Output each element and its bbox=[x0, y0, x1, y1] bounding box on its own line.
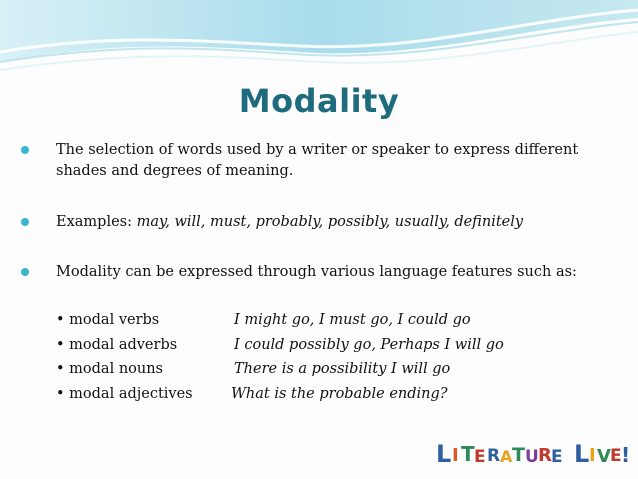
bullet-dot-icon bbox=[21, 146, 29, 154]
feature-label: • modal adverbs bbox=[56, 337, 178, 353]
feature-example: I could possibly go, Perhaps I will go bbox=[234, 337, 504, 353]
feature-example: What is the probable ending? bbox=[231, 386, 448, 402]
bullet-text: Modality can be expressed through various language features such as: bbox=[56, 264, 577, 280]
feature-row bbox=[56, 337, 616, 357]
bullet-dot-icon bbox=[21, 268, 29, 276]
svg-text:R: R bbox=[538, 445, 552, 466]
feature-row bbox=[56, 386, 616, 406]
feature-label: • modal adjectives bbox=[56, 386, 193, 402]
svg-text:T: T bbox=[461, 442, 475, 466]
feature-example: I might go, I must go, I could go bbox=[234, 312, 471, 328]
feature-label: • modal verbs bbox=[56, 312, 160, 328]
svg-text:V: V bbox=[597, 446, 611, 467]
bullet-text bbox=[56, 212, 616, 233]
feature-row bbox=[56, 312, 616, 332]
svg-text:E: E bbox=[551, 447, 563, 467]
bullet-text: The selection of words used by a writer or speaker to express different shades and degrees of meaning. bbox=[56, 142, 579, 179]
feature-label: • modal nouns bbox=[56, 361, 164, 377]
svg-text:T: T bbox=[512, 444, 525, 466]
examples-prefix: Examples: bbox=[56, 214, 137, 230]
header-wave-decoration bbox=[0, 0, 638, 90]
svg-text:I: I bbox=[589, 445, 596, 466]
svg-text:L: L bbox=[574, 440, 590, 468]
svg-text:E: E bbox=[610, 446, 622, 466]
bullet-dot-icon bbox=[21, 218, 29, 226]
svg-text:E: E bbox=[474, 447, 486, 467]
svg-text:R: R bbox=[487, 446, 501, 466]
examples-list: may, will, must, probably, possibly, usually, definitely bbox=[136, 214, 524, 230]
feature-example: There is a possibility I will go bbox=[234, 361, 451, 377]
literature-live-logo bbox=[436, 435, 631, 469]
svg-text:L: L bbox=[436, 440, 452, 468]
feature-row bbox=[56, 361, 616, 381]
svg-text:!: ! bbox=[621, 443, 631, 467]
slide-title: Modality bbox=[238, 82, 400, 120]
svg-text:U: U bbox=[525, 447, 539, 467]
svg-text:I: I bbox=[452, 445, 459, 466]
svg-text:A: A bbox=[500, 447, 513, 466]
